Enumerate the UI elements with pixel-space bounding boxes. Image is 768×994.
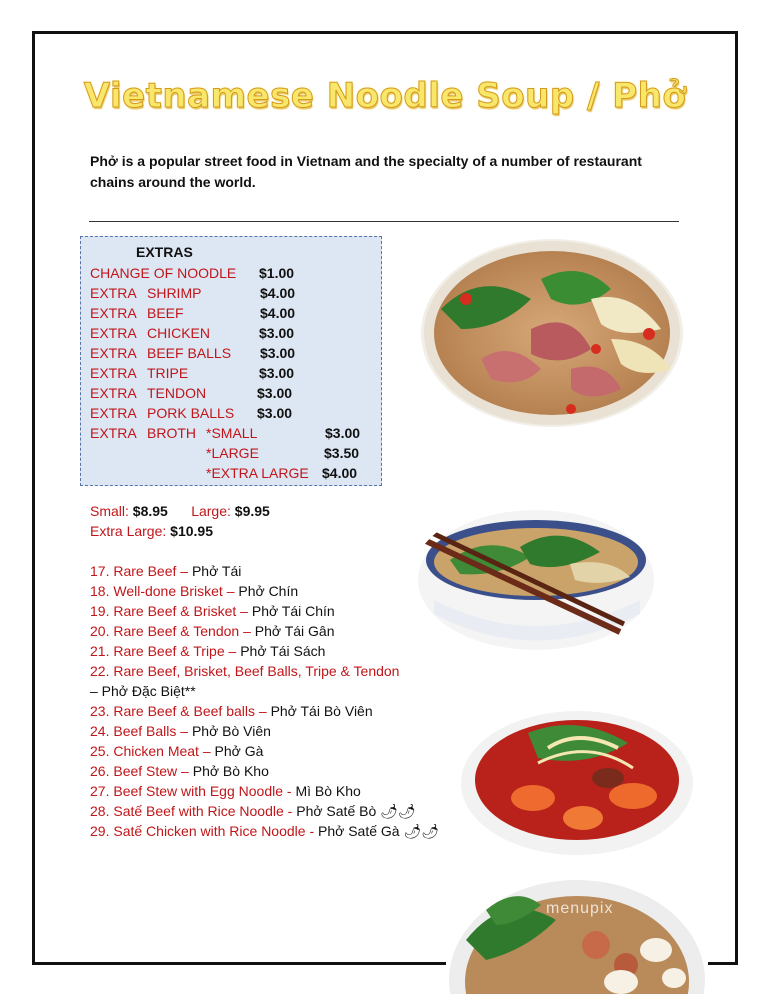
size-price-extra-large: Extra Large: $10.95	[90, 523, 213, 539]
menu-item: 19. Rare Beef & Brisket – Phở Tái Chín	[90, 603, 335, 619]
menu-item: 17. Rare Beef – Phở Tái	[90, 563, 242, 579]
watermark-text: menupix	[546, 900, 614, 917]
menu-list	[90, 561, 470, 841]
menu-item: 26. Beef Stew – Phở Bò Kho	[90, 763, 269, 779]
menu-item: 27. Beef Stew with Egg Noodle - Mì Bò Kho	[90, 783, 361, 799]
menu-item: 24. Beef Balls – Phở Bò Viên	[90, 723, 271, 739]
page-title: Vietnamese Noodle Soup / Phở	[83, 76, 687, 116]
menu-item: 29. Satế Chicken with Rice Noodle - Phở Satế Gà 🌶🌶	[90, 823, 439, 839]
pho-bowl-chopsticks-photo	[410, 502, 658, 662]
pho-tai-photo	[421, 239, 683, 427]
menu-item: 20. Rare Beef & Tendon – Phở Tái Gân	[90, 623, 335, 639]
size-prices: Small: $8.95 Large: $9.95	[90, 503, 270, 519]
menu-item: 22. Rare Beef, Brisket, Beef Balls, Tripe & Tendon	[90, 663, 400, 679]
extras-heading: EXTRAS	[136, 244, 193, 260]
divider-line	[89, 221, 679, 222]
menu-item: 25. Chicken Meat – Phở Gà	[90, 743, 264, 759]
extras-box: EXTRAS CHANGE OF NOODLE $1.00 EXTRA SHRIMP $4.00 EXTRA BEEF $4.00 EXTRA CHICKEN $3.00 EXTRA BEEF BALLS $3.00 EXTRA TRIPE $3.00 EXTRA TENDON $3.00 EXTRA PORK BALLS $3.00 EXTRA BROTH *SMALL $3.00 *LARGE $3.50 *EXTRA LARGE $4.00	[80, 236, 382, 486]
intro-text: Phở is a popular street food in Vietnam and the specialty of a number of restaurant chains around the world.	[90, 153, 642, 190]
menu-item: 21. Rare Beef & Tripe – Phở Tái Sách	[90, 643, 326, 659]
beef-stew-photo	[458, 708, 696, 858]
menu-item: 18. Well-done Brisket – Phở Chín	[90, 583, 299, 599]
menu-item: 28. Satế Beef with Rice Noodle - Phở Satế Bò 🌶🌶	[90, 803, 416, 819]
menu-item: 23. Rare Beef & Beef balls – Phở Tái Bò Viên	[90, 703, 373, 719]
menu-item: – Phở Đặc Biệt**	[90, 683, 196, 699]
